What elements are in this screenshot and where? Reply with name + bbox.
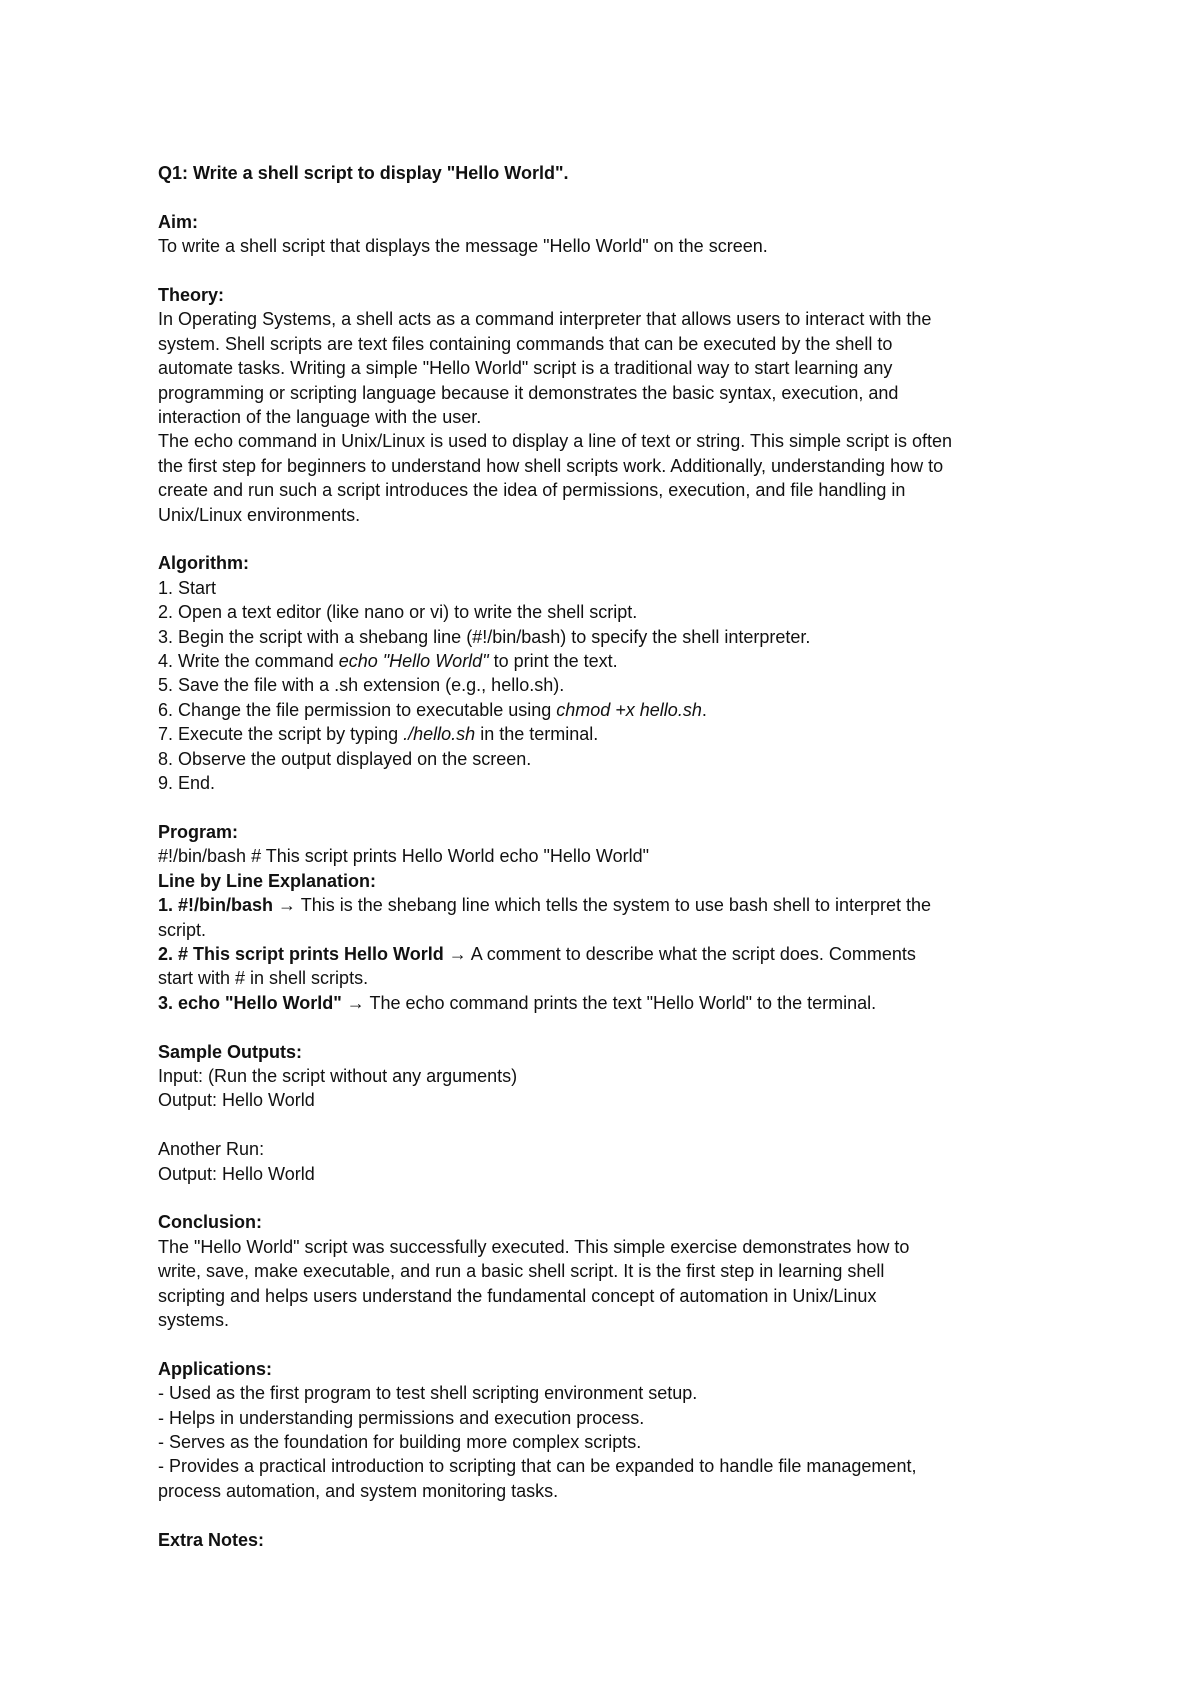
theory-line: create and run such a script introduces the idea of permissions, execution, and file handling in — [158, 480, 906, 501]
sample-output: Output: Hello World — [158, 1090, 315, 1111]
theory-heading: Theory: — [158, 285, 225, 305]
step-text: to print the text. — [488, 651, 618, 672]
algorithm-step — [158, 722, 1088, 746]
sample-outputs-heading: Sample Outputs: — [158, 1041, 303, 1062]
explanation-item — [158, 991, 1088, 1015]
algorithm-step: 8. Observe the output displayed on the screen. — [158, 748, 532, 769]
algorithm-step: 3. Begin the script with a shebang line (#!/bin/bash) to specify the shell interpreter. — [158, 626, 811, 647]
sample-output: Output: Hello World — [158, 1163, 315, 1184]
algorithm-step: 1. Start — [158, 577, 217, 598]
explanation-item — [158, 942, 1088, 966]
extra-notes-heading: Extra Notes: — [158, 1529, 265, 1550]
aim-text: To write a shell script that displays the message "Hello World" on the screen. — [158, 236, 768, 257]
applications-line: process automation, and system monitoring tasks. — [158, 1480, 559, 1501]
algorithm-step — [158, 698, 1088, 722]
algorithm-heading: Algorithm: — [158, 553, 249, 574]
explanation-text: → This is the shebang line which tells the system to use bash shell to interpret the — [273, 895, 932, 916]
explanation-continuation: script. — [158, 919, 207, 940]
inline-code: chmod +x hello.sh — [556, 699, 702, 720]
explanation-text: → A comment to describe what the script does. Comments — [443, 943, 916, 964]
inline-code: echo "Hello World" — [338, 651, 489, 672]
aim-heading: Aim: — [158, 211, 198, 232]
program-code: #!/bin/bash # This script prints Hello World echo "Hello World" — [158, 846, 649, 867]
sample-another-run: Another Run: — [158, 1139, 265, 1160]
step-text: 4. Write the command — [158, 651, 339, 672]
explanation-text: → The echo command prints the text "Hello World" to the terminal. — [341, 992, 877, 1013]
theory-line: programming or scripting language because it demonstrates the basic syntax, execution, and — [158, 382, 899, 403]
spacer — [158, 1503, 1088, 1527]
explanation-label: 3. echo "Hello World" — [158, 992, 342, 1013]
spacer — [158, 1015, 1088, 1039]
algorithm-step — [158, 649, 1088, 673]
theory-line: Unix/Linux environments. — [158, 504, 361, 525]
step-text: 7. Execute the script by typing — [158, 724, 404, 745]
theory-line: the first step for beginners to understand how shell scripts work. Additionally, understanding how to — [158, 455, 944, 476]
spacer — [158, 1113, 1088, 1137]
conclusion-heading: Conclusion: — [158, 1212, 262, 1233]
theory-line: system. Shell scripts are text files containing commands that can be executed by the shell to — [158, 333, 893, 354]
spacer — [158, 527, 1088, 551]
explanation-item — [158, 893, 1088, 917]
spacer — [158, 796, 1088, 820]
explanation-continuation: start with # in shell scripts. — [158, 968, 369, 989]
spacer — [158, 1332, 1088, 1356]
theory-line: In Operating Systems, a shell acts as a command interpreter that allows users to interact with the — [158, 309, 932, 330]
program-heading: Program: — [158, 821, 239, 842]
explanation-heading: Line by Line Explanation: — [158, 870, 377, 891]
applications-line: - Used as the first program to test shell scripting environment setup. — [158, 1383, 698, 1404]
step-text: . — [701, 699, 707, 720]
spacer — [158, 1186, 1088, 1210]
applications-line: - Provides a practical introduction to scripting that can be expanded to handle file management, — [158, 1456, 917, 1477]
document-page — [158, 161, 1088, 1552]
algorithm-step: 2. Open a text editor (like nano or vi) to write the shell script. — [158, 602, 638, 623]
applications-line: - Helps in understanding permissions and execution process. — [158, 1407, 645, 1428]
step-text: in the terminal. — [475, 724, 599, 745]
theory-line: The echo command in Unix/Linux is used to display a line of text or string. This simple script is often — [158, 431, 953, 452]
applications-line: - Serves as the foundation for building more complex scripts. — [158, 1432, 642, 1452]
algorithm-step: 9. End. — [158, 773, 216, 794]
question-title: Q1: Write a shell script to display "Hello World". — [158, 163, 569, 183]
explanation-label: 1. #!/bin/bash — [158, 895, 274, 916]
conclusion-line: write, save, make executable, and run a basic shell script. It is the first step in learning shell — [158, 1261, 885, 1282]
sample-input: Input: (Run the script without any arguments) — [158, 1065, 518, 1086]
conclusion-line: scripting and helps users understand the fundamental concept of automation in Unix/Linux — [158, 1285, 877, 1306]
spacer — [158, 185, 1088, 209]
explanation-label: 2. # This script prints Hello World — [158, 943, 444, 964]
algorithm-step: 5. Save the file with a .sh extension (e.g., hello.sh). — [158, 675, 565, 696]
applications-heading: Applications: — [158, 1358, 273, 1379]
conclusion-line: systems. — [158, 1309, 230, 1330]
spacer — [158, 259, 1088, 283]
step-text: 6. Change the file permission to executable using — [158, 699, 557, 720]
theory-line: interaction of the language with the user. — [158, 407, 482, 428]
inline-code: ./hello.sh — [403, 724, 476, 745]
conclusion-line: The "Hello World" script was successfully executed. This simple exercise demonstrates how to — [158, 1236, 910, 1257]
theory-line: automate tasks. Writing a simple "Hello World" script is a traditional way to start learning any — [158, 358, 893, 379]
